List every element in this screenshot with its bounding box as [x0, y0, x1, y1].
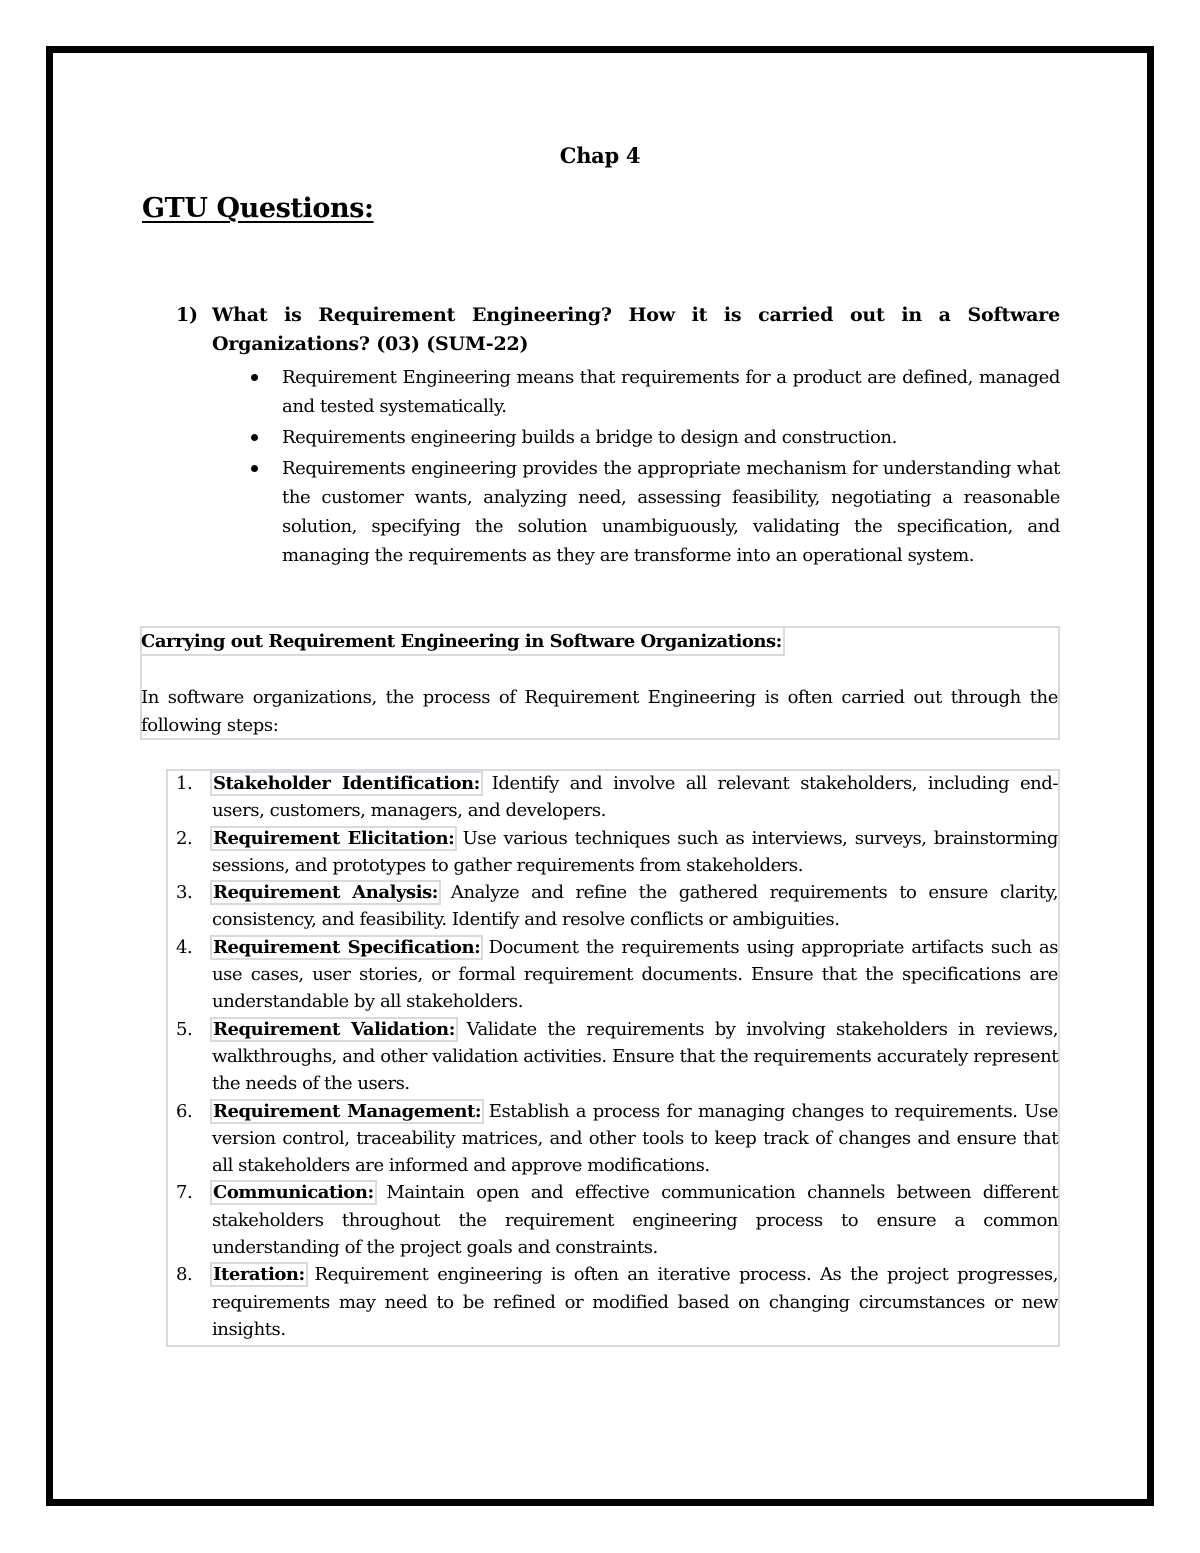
step-label: Iteration:	[213, 1264, 305, 1286]
bullet-dot-icon	[251, 434, 258, 441]
section-heading: Carrying out Requirement Engineering in Software Organizations:	[140, 628, 785, 656]
bullet-dot-icon	[251, 465, 258, 472]
question-number: 1)	[176, 304, 198, 326]
step-item	[176, 1016, 1058, 1098]
step-number: 4.	[176, 936, 193, 958]
step-label: Requirement Management:	[213, 1100, 482, 1122]
step-number: 3.	[176, 882, 193, 904]
step-number: 1.	[176, 773, 193, 794]
section-intro: In software organizations, the process of Requirement Engineering is often carried out through the following steps:	[141, 687, 1058, 736]
step-item	[176, 1098, 1058, 1180]
step-text: Establish a process for managing changes to requirements. Use version control, traceability matrices, and other tools to keep track of changes and ensure that all stakeholders are informed and approve modifications.	[212, 1100, 1058, 1177]
page-heading: GTU Questions:	[142, 193, 374, 224]
step-text: Validate the requirements by involving stakeholders in reviews, walkthroughs, and other validation activities. Ensure that the requirements accurately represent the needs of the users.	[212, 1018, 1058, 1095]
chapter-title: Chap 4	[559, 143, 641, 168]
bullet-item	[282, 454, 1060, 570]
step-number: 5.	[176, 1018, 193, 1040]
bullet-text: Requirement Engineering means that requirements for a product are defined, managed and tested systematically.	[282, 367, 1060, 417]
step-number: 6.	[176, 1100, 193, 1122]
bullet-item	[282, 423, 1060, 452]
answer-bullet-list	[282, 363, 1060, 572]
step-text: Requirement engineering is often an iterative process. As the project progresses, requirements may need to be refined or modified based on changing circumstances or new insights.	[212, 1264, 1058, 1340]
step-number: 2.	[176, 827, 193, 849]
step-item	[176, 825, 1058, 880]
step-text: Analyze and refine the gathered requirements to ensure clarity, consistency, and feasibility. Identify and resolve conflicts or ambiguities.	[212, 882, 1058, 931]
step-item	[176, 934, 1058, 1016]
step-label: Requirement Elicitation:	[213, 827, 455, 849]
step-number: 7.	[176, 1182, 193, 1204]
step-item	[176, 770, 1058, 825]
step-text: Document the requirements using appropriate artifacts such as use cases, user stories, or formal requirement documents. Ensure that the specifications are understandable by all stakeholders.	[212, 936, 1058, 1013]
bullet-dot-icon	[251, 374, 258, 381]
bullet-item	[282, 363, 1060, 421]
question-text: What is Requirement Engineering? How it is carried out in a Software Organizations? (03) (SUM-22)	[212, 304, 1060, 355]
step-item	[176, 879, 1058, 934]
step-label: Requirement Specification:	[213, 936, 481, 958]
step-text: Identify and involve all relevant stakeholders, including end-users, customers, managers, and developers.	[212, 773, 1058, 822]
steps-list	[176, 770, 1058, 1343]
bullet-text: Requirements engineering builds a bridge to design and construction.	[282, 427, 897, 448]
step-item	[176, 1179, 1058, 1261]
step-text: Use various techniques such as interviews, surveys, brainstorming sessions, and prototypes to gather requirements from stakeholders.	[212, 827, 1058, 876]
question-block	[176, 301, 1060, 359]
step-label: Communication:	[213, 1182, 374, 1204]
step-text: Maintain open and effective communication channels between different stakeholders throughout the requirement engineering process to ensure a common understanding of the project goals and constraints.	[212, 1182, 1058, 1259]
bullet-text: Requirements engineering provides the appropriate mechanism for understanding what the customer wants, analyzing need, assessing feasibility, negotiating a reasonable solution, specifying the solution unambiguously, validating the specification, and managing the requirements as they are transforme into an operational system.	[282, 458, 1060, 566]
step-item	[176, 1261, 1058, 1343]
step-label: Requirement Analysis:	[213, 882, 438, 904]
step-label: Stakeholder Identification:	[213, 773, 480, 794]
step-label: Requirement Validation:	[213, 1018, 455, 1040]
step-number: 8.	[176, 1264, 193, 1286]
